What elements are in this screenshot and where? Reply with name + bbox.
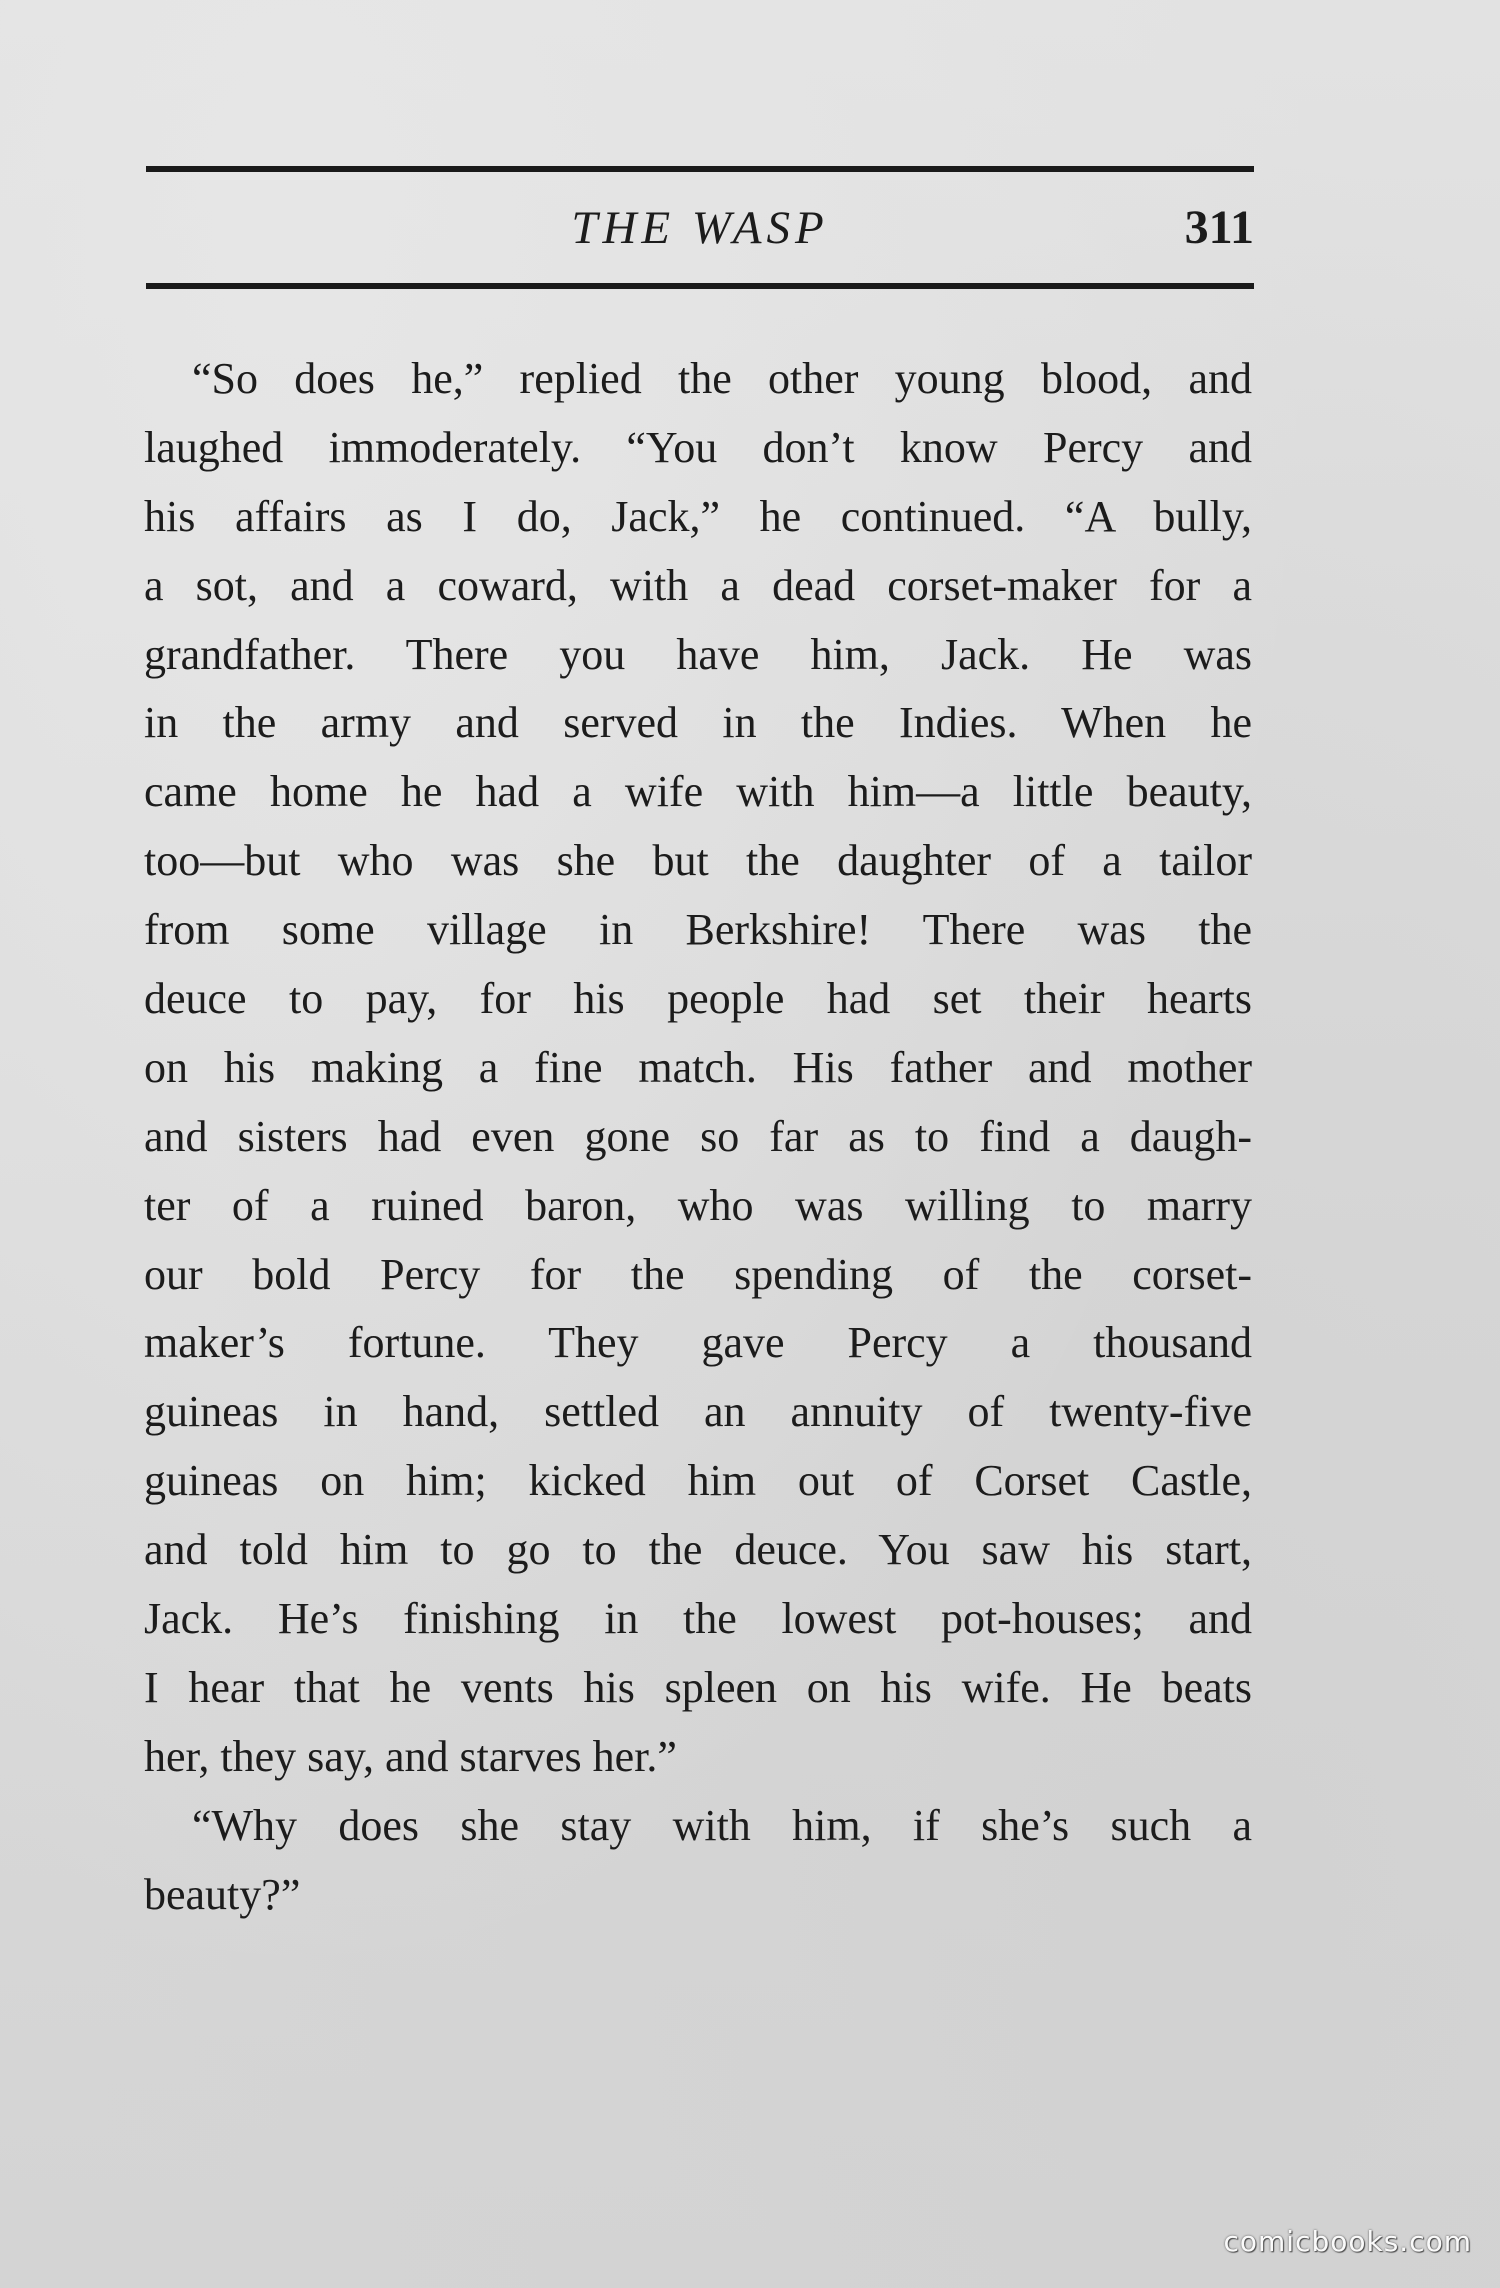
text-line: ter of a ruined baron, who was willing to marry	[144, 1180, 1252, 1230]
text-line: came home he had a wife with him—a little beauty,	[144, 767, 1252, 817]
text-line: guineas on him; kicked him out of Corset Castle,	[144, 1456, 1252, 1506]
text-line: our bold Percy for the spending of the corset-	[144, 1249, 1252, 1299]
watermark: comicbooks.com	[1223, 2225, 1472, 2258]
running-title: THE WASP	[571, 202, 829, 254]
text-line: “Why does she stay with him, if she’s such a	[192, 1800, 1252, 1850]
text-line: her, they say, and starves her.”	[144, 1731, 677, 1781]
header-bottom-rule	[146, 283, 1254, 289]
text-line: from some village in Berkshire! There was the	[144, 905, 1252, 955]
text-line: on his making a fine match. His father and mother	[144, 1042, 1252, 1092]
text-line: grandfather. There you have him, Jack. He was	[144, 629, 1252, 679]
text-line: a sot, and a coward, with a dead corset-maker for a	[144, 560, 1252, 610]
text-line: and told him to go to the deuce. You saw his start,	[144, 1525, 1252, 1575]
text-line: “So does he,” replied the other young blood, and	[192, 354, 1252, 403]
text-line: I hear that he vents his spleen on his wife. He beats	[144, 1662, 1252, 1712]
text-line: beauty?”	[144, 1869, 301, 1919]
text-line: his affairs as I do, Jack,” he continued. “A bully,	[144, 491, 1252, 541]
header-top-rule	[146, 166, 1254, 172]
body-text	[144, 345, 1252, 1929]
text-line: too—but who was she but the daughter of a tailor	[144, 836, 1252, 886]
text-line: deuce to pay, for his people had set their hearts	[144, 974, 1252, 1024]
text-line: maker’s fortune. They gave Percy a thousand	[144, 1318, 1252, 1368]
text-line: laughed immoderately. “You don’t know Percy and	[144, 422, 1252, 472]
text-line: Jack. He’s finishing in the lowest pot-houses; and	[144, 1594, 1252, 1644]
text-line: guineas in hand, settled an annuity of twenty-five	[144, 1387, 1252, 1437]
text-line: and sisters had even gone so far as to find a daugh-	[144, 1111, 1252, 1161]
text-line: in the army and served in the Indies. When he	[144, 698, 1252, 748]
page-number: 311	[1184, 201, 1254, 254]
